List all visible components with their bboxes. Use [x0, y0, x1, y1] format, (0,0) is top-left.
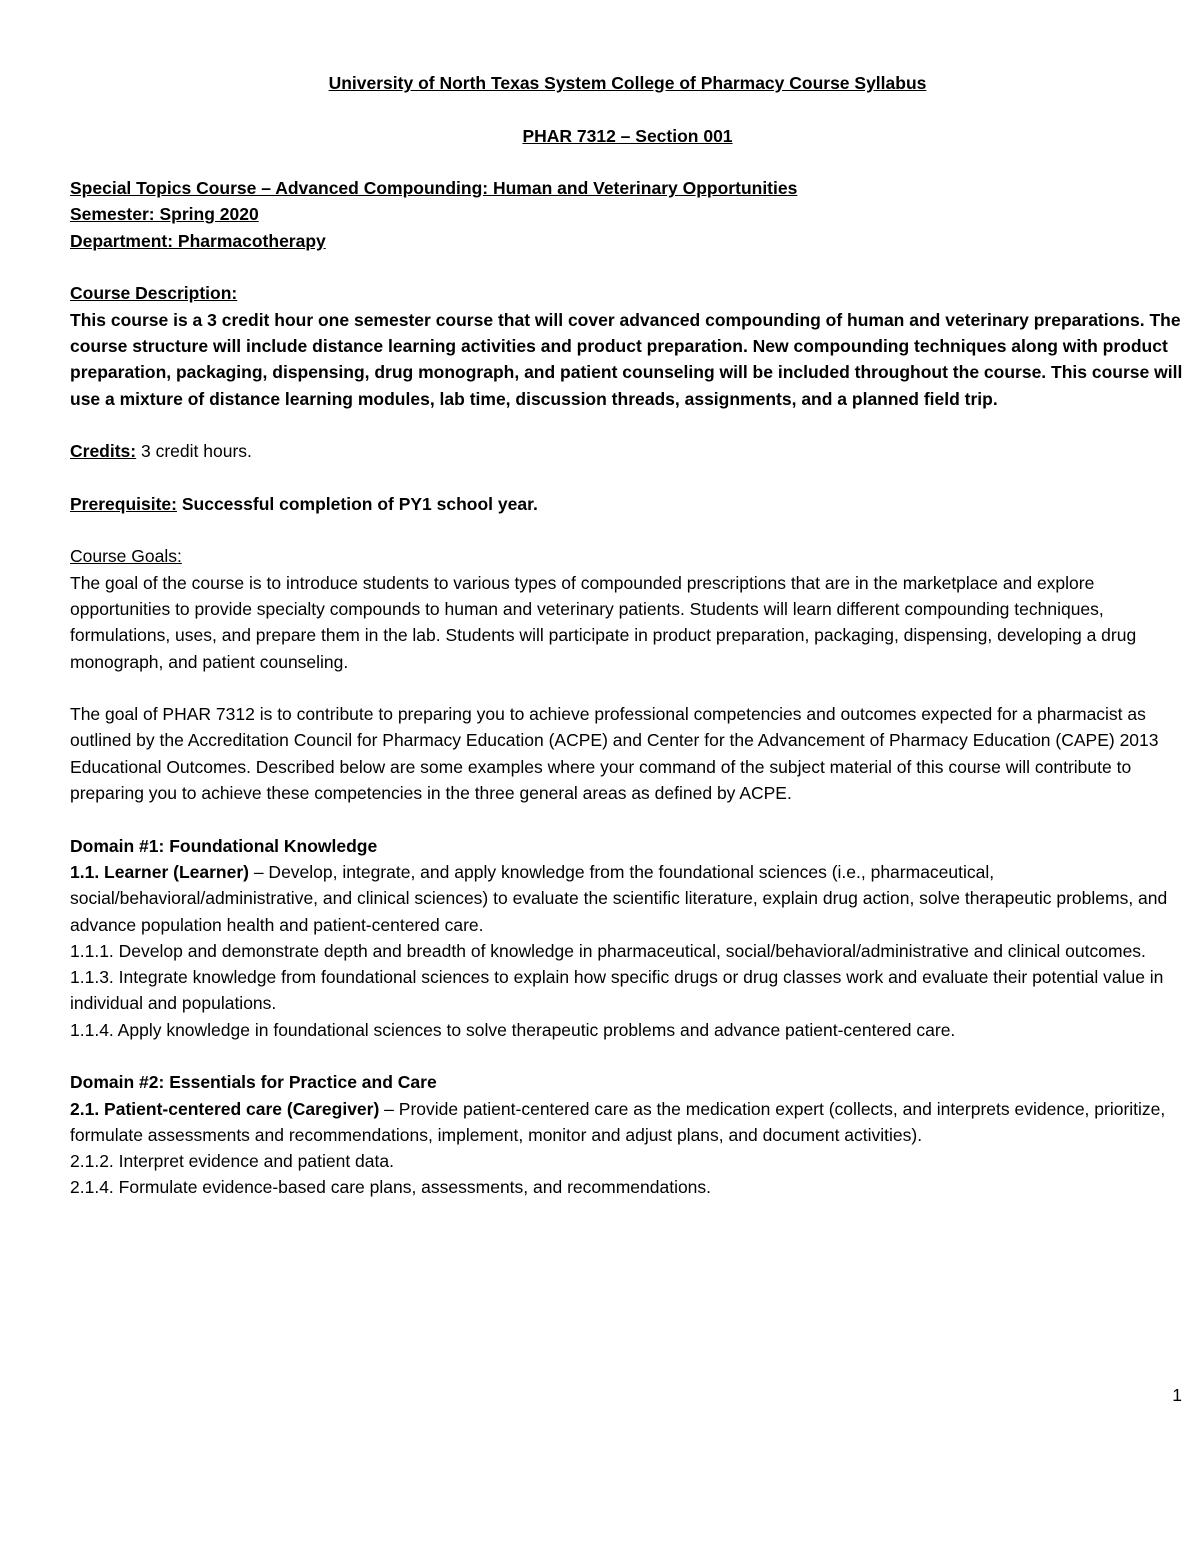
- semester: Semester: Spring 2020: [70, 204, 259, 225]
- department: Department: Pharmacotherapy: [70, 230, 326, 251]
- domain-2-sub-1: 2.1.2. Interpret evidence and patient data.: [70, 1151, 394, 1172]
- course-description-heading: Course Description:: [70, 283, 238, 304]
- course-goals-paragraph-2: The goal of PHAR 7312 is to contribute to preparing you to achieve professional competencies and outcomes expected for a pharmacist as outlined by the Accreditation Council for Pharmacy Education (ACPE) and Center for the Advancement of Pharmacy Education (CAPE) 2013 Educational Outcomes. Described below are some examples where your command of the subject material of this course will contribute to preparing you to achieve these competencies in the three general areas as defined by ACPE.: [70, 704, 1159, 804]
- domain-2-sub-2: 2.1.4. Formulate evidence-based care plans, assessments, and recommendations.: [70, 1177, 712, 1198]
- course-description-text: This course is a 3 credit hour one semester course that will cover advanced compounding of human and veterinary preparations. The course structure will include distance learning activities and product preparation. New compounding techniques along with product preparation, packaging, dispensing, drug monograph, and patient counseling will be included throughout the course. This course will use a mixture of distance learning modules, lab time, discussion threads, assignments, and a planned field trip.: [70, 309, 1183, 409]
- syllabus-page: [70, 70, 1185, 1201]
- domain-1-heading: Domain #1: Foundational Knowledge: [70, 835, 378, 856]
- credits-line: [70, 438, 1185, 464]
- document-title: University of North Texas System College of Pharmacy Course Syllabus: [328, 73, 927, 93]
- course-code: PHAR 7312 – Section 001: [522, 125, 733, 146]
- special-topics-title: Special Topics Course – Advanced Compounding: Human and Veterinary Opportunities: [70, 178, 798, 199]
- domain-2-item-label: 2.1. Patient-centered care (Caregiver): [70, 1098, 380, 1119]
- prerequisite-value: Successful completion of PY1 school year.: [181, 493, 538, 514]
- page-number: 1: [1172, 1385, 1182, 1405]
- domain-2-heading: Domain #2: Essentials for Practice and Care: [70, 1072, 437, 1093]
- domain-1-sub-2: 1.1.3. Integrate knowledge from foundational sciences to explain how specific drugs or drug classes work and evaluate their potential value in individual and populations.: [70, 967, 1164, 1014]
- prerequisite-line: [70, 491, 1185, 517]
- course-goals-heading: Course Goals:: [70, 546, 182, 567]
- domain-1-sub-3: 1.1.4. Apply knowledge in foundational sciences to solve therapeutic problems and advance patient-centered care.: [70, 1019, 956, 1040]
- domain-1-sub-1: 1.1.1. Develop and demonstrate depth and breadth of knowledge in pharmaceutical, social/behavioral/administrative and clinical outcomes.: [70, 940, 1146, 961]
- course-goals-paragraph-1: The goal of the course is to introduce students to various types of compounded prescriptions that are in the marketplace and explore opportunities to provide specialty compounds to human and veterinary patients. Students will learn different compounding techniques, formulations, uses, and prepare them in the lab. Students will participate in product preparation, packaging, dispensing, developing a drug monograph, and patient counseling.: [70, 572, 1137, 672]
- domain-1-item: [70, 859, 1185, 938]
- domain-2-item-text: – Provide patient-centered care as the medication expert (collects, and interprets evidence, prioritize, formulate assessments and recommendations, implement, monitor and adjust plans, and document activities).: [70, 1098, 1166, 1145]
- credits-value: 3 credit hours.: [141, 441, 252, 462]
- domain-2-item: [70, 1096, 1185, 1149]
- domain-1-item-text: – Develop, integrate, and apply knowledge from the foundational sciences (i.e., pharmaceutical, social/behavioral/administrative, and clinical sciences) to evaluate the scientific literature, explain drug action, solve therapeutic problems, and advance population health and patient-centered care.: [70, 861, 1168, 935]
- domain-1-item-label: 1.1. Learner (Learner): [70, 861, 249, 882]
- prerequisite-label: Prerequisite:: [70, 493, 177, 514]
- credits-label: Credits:: [70, 441, 137, 462]
